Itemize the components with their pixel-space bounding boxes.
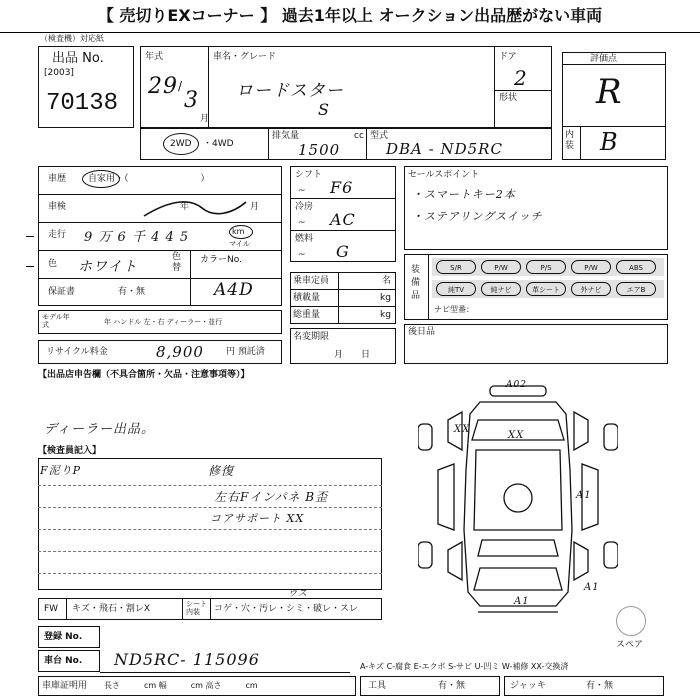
color-label: 色: [48, 259, 58, 269]
doors-label: ドア: [499, 52, 517, 62]
name-change-label: 名変期限: [293, 332, 330, 342]
capacity-label: 乗車定員: [293, 276, 330, 286]
year-value: 29: [148, 74, 178, 99]
sheet-subtitle: （検査機）対応紙: [40, 34, 104, 43]
inspector-label: 【検査員記入】: [38, 446, 102, 456]
color-no-label: カラーNo.: [200, 255, 242, 265]
color-no-value: A4D: [214, 280, 254, 300]
score-value: R: [596, 72, 623, 112]
interior-label: 内装: [565, 130, 575, 151]
chassis-value: ND5RC- 115096: [114, 650, 260, 669]
tool-value: 有・無: [438, 681, 466, 691]
jack-label: ジャッキ: [510, 681, 546, 691]
inspection-scribble: [140, 196, 250, 222]
color-value: ホワイト: [78, 259, 138, 275]
spare-label: スペア: [616, 640, 644, 650]
mileage-value: 9 万 6 千 4 4 5: [84, 230, 190, 245]
displacement-unit: cc: [354, 131, 364, 141]
sales-point-2: ・ステアリングスイッチ: [412, 210, 543, 223]
venue-code: [2003]: [44, 68, 74, 78]
load-unit: kg: [380, 293, 391, 303]
equip-ps: P/S: [526, 260, 566, 274]
shape-label: 形状: [499, 93, 518, 103]
damage-legend: A-キズ C-腐食 E-エクボ S-サビ U-凹ミ W-補修 XX-交換済: [360, 662, 569, 671]
diagram-mark-xx-left: XX: [454, 424, 471, 435]
fuel-value: G: [336, 242, 350, 261]
diagram-mark-a1-rear: A1: [584, 582, 600, 593]
recycle-unit: 円 預託済: [226, 347, 265, 357]
weight-label: 総重量: [293, 310, 321, 320]
cert-items: 長さ cm 幅 cm 高さ cm: [104, 681, 258, 690]
mileage-label: 走行: [48, 230, 67, 240]
doors-value: 2: [514, 66, 528, 90]
warranty-label: 保証書: [48, 287, 76, 297]
inspection-label: 車検: [48, 202, 67, 212]
ac-value: AC: [330, 210, 356, 229]
reg-label: 登録 No.: [44, 632, 83, 642]
name-change-suffix: 月 日: [334, 350, 371, 360]
equip-pw2: P/W: [571, 260, 611, 274]
fuel-label: 燃料: [295, 234, 314, 244]
inspector-note-line3: コアサポート XX: [210, 512, 305, 525]
equip-sr: S/R: [436, 260, 476, 274]
warranty-value: 有・無: [118, 287, 146, 297]
fw-label: FW: [44, 604, 59, 614]
mileage-unit-km: km: [232, 227, 245, 236]
lot-number: 70138: [46, 90, 119, 117]
color-change-label: 色替: [172, 252, 182, 273]
model-value: ロードスター: [236, 81, 344, 101]
equip-navi: 純ナビ: [481, 282, 521, 296]
seat-label: シート内装: [186, 600, 207, 616]
page-banner: 【 売切りEXコーナー 】 過去1年以上 オークション出品歴がない車両: [0, 0, 700, 33]
history-value: 自家用・（ ）: [88, 174, 210, 184]
grade-value: S: [318, 100, 330, 119]
tool-label: 工具: [368, 681, 387, 691]
cert-label: 車庫証明用: [42, 681, 88, 691]
later-label: 後日品: [408, 327, 436, 337]
lot-label: 出品 No.: [52, 51, 104, 66]
notes-label: 【出品店申告欄（不具合箇所・欠品・注意事項等）】: [38, 370, 250, 380]
mileage-unit-mile: マイル: [229, 240, 250, 248]
inspector-note-line2: 左右Fインパネ B歪: [214, 490, 329, 504]
sales-label: セールスポイント: [408, 170, 480, 180]
navi-label: ナビ型番：: [434, 305, 474, 314]
load-label: 積載量: [293, 293, 321, 303]
type-label: 型式: [370, 131, 389, 141]
displacement-label: 排気量: [272, 131, 300, 141]
capacity-unit: 名: [382, 276, 392, 286]
equip-pw: P/W: [481, 260, 521, 274]
spare-tire-icon: [616, 606, 646, 636]
recycle-label: リサイクル料金: [46, 347, 108, 357]
drive-4wd: ・4WD: [203, 139, 234, 149]
chassis-label: 車台 No.: [44, 656, 83, 666]
diagram-mark-a1-right: A1: [576, 490, 592, 501]
equip-abs: ABS: [616, 260, 656, 274]
equip-airbag: エアB: [616, 282, 656, 296]
shift-value: F6: [330, 178, 354, 197]
notes-value: ディーラー出品。: [44, 422, 155, 437]
history-label: 車歴: [48, 174, 67, 184]
model-year-label: モデル年式: [42, 313, 70, 329]
inspection-month: 月: [250, 202, 260, 212]
shift-label: シフト: [295, 170, 323, 180]
drive-2wd: 2WD: [170, 139, 192, 149]
equip-label: 装備品: [411, 265, 421, 301]
later-box: [404, 324, 668, 364]
seat-items: コゲ・穴・汚レ・シミ・破レ・スレ: [214, 604, 359, 614]
inspector-repair-note: 修復: [208, 464, 235, 478]
interior-value: B: [600, 128, 619, 156]
year-label: 年式: [145, 52, 164, 62]
ac-label: 冷房: [295, 202, 314, 212]
score-label: 評価点: [590, 54, 618, 64]
displacement-value: 1500: [298, 141, 341, 159]
seat-mark: ウス: [288, 589, 308, 599]
jack-value: 有・無: [586, 681, 614, 691]
diagram-mark-xx-center: XX: [508, 430, 525, 441]
month-suffix: 月: [200, 114, 210, 124]
fw-items: キズ・飛石・割レX: [72, 604, 150, 614]
equip-tv: 純TV: [436, 282, 476, 296]
weight-unit: kg: [380, 310, 391, 320]
model-label: 車名・グレード: [213, 52, 277, 62]
type-value: DBA - ND5RC: [386, 140, 503, 158]
diagram-mark-a02: A02: [506, 380, 527, 390]
inspection-year: 年: [180, 202, 190, 212]
equip-ext-navi: 外ナビ: [571, 282, 611, 296]
equip-leather: 革シート: [526, 282, 566, 296]
month-value: 3: [184, 88, 199, 113]
model-year-items: 年 ハンドル 左・右 ディーラー・並行: [104, 318, 223, 326]
recycle-value: 8,900: [156, 343, 204, 361]
sales-point-1: ・スマートキー2本: [412, 188, 516, 201]
diagram-mark-a1-bottom: A1: [514, 596, 530, 607]
inspector-left-note: F泥りP: [40, 464, 82, 477]
